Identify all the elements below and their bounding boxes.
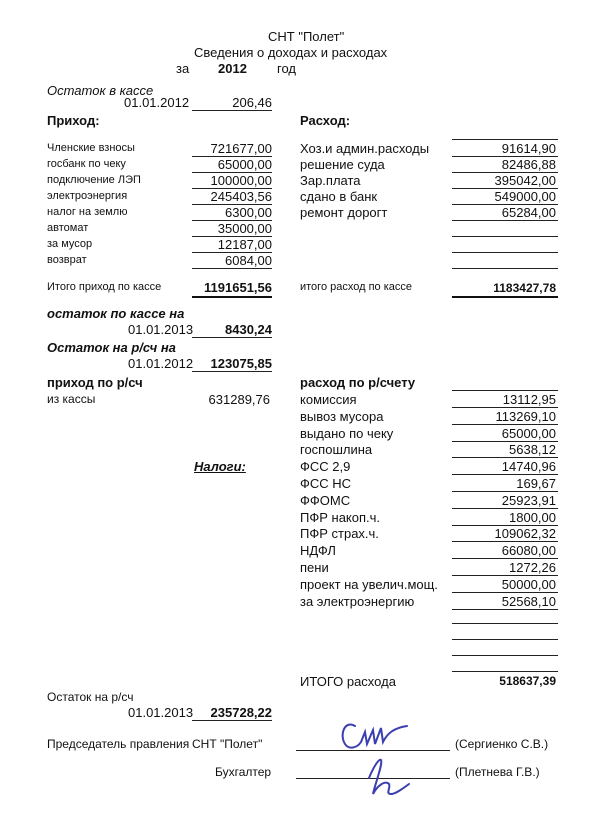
opening-balance-label: Остаток в кассе (47, 83, 154, 98)
account-expense-item-underline (452, 592, 558, 593)
expense-item-value: 395042,00 (494, 173, 556, 188)
account-balance-value: 123075,85 (210, 356, 272, 371)
account-expense-item-underline (452, 491, 558, 492)
expense-item-value: 65284,00 (501, 205, 556, 220)
closing-balance-value: 235728,22 (210, 705, 272, 720)
account-balance-underline (192, 371, 272, 372)
income-item-label: автомат (47, 222, 89, 234)
org-title: СНТ "Полет" (268, 29, 345, 44)
report-year: 2012 (218, 61, 247, 76)
expense-total-underline (452, 296, 558, 298)
expense-item-label: сдано в банк (300, 189, 378, 204)
cash-balance-date: 01.01.2013 (128, 322, 194, 337)
income-total-label: Итого приход по кассе (47, 281, 162, 293)
account-expense-empty-line-2 (452, 639, 558, 640)
income-item-label: госбанк по чеку (47, 158, 126, 170)
account-expense-empty-line-4 (452, 671, 558, 672)
report-subtitle: Сведения о доходах и расходах (194, 45, 388, 60)
account-expense-item-label: НДФЛ (300, 543, 336, 559)
account-expense-item-underline (452, 508, 558, 509)
expense-top-line (452, 139, 558, 140)
expense-empty-line-2 (452, 252, 558, 253)
period-prefix: за (176, 61, 190, 76)
income-item-value: 65000,00 (217, 157, 272, 172)
closing-balance-label: Остаток на р/сч (47, 690, 134, 704)
account-income-label: из кассы (47, 392, 96, 406)
expense-item-label: Зар.плата (300, 173, 361, 188)
account-expense-item-value: 52568,10 (501, 593, 556, 609)
account-expense-item-label: пени (300, 560, 329, 575)
chairman-label: Председатель правления (47, 737, 190, 751)
income-item-value: 245403,56 (210, 189, 272, 204)
expense-item-value: 91614,90 (501, 141, 556, 156)
income-item-label: возврат (47, 254, 87, 266)
income-item-label: за мусор (47, 238, 93, 250)
account-expense-item-underline (452, 609, 558, 610)
accountant-signature-icon (355, 750, 415, 805)
income-item-value: 35000,00 (217, 221, 272, 236)
account-expense-item-label: ПФР страх.ч. (300, 526, 379, 542)
account-expense-item-value: 14740,96 (501, 459, 556, 475)
account-expense-item-value: 113269,10 (495, 408, 556, 424)
account-expense-empty-line-1 (452, 623, 558, 624)
account-expense-item-label: проект на увелич.мощ. (300, 576, 438, 592)
account-expense-item-label: комиссия (300, 392, 357, 407)
expense-item-value: 82486,88 (501, 157, 556, 172)
account-expense-item-value: 109062,32 (494, 526, 556, 542)
account-expense-item-label: ФСС 2,9 (300, 459, 351, 475)
cash-balance-underline (192, 337, 272, 338)
opening-balance-date: 01.01.2012 (124, 95, 190, 110)
account-expense-item-value: 50000,00 (501, 576, 556, 592)
account-expense-item-label: выдано по чеку (300, 425, 394, 441)
period-suffix: год (277, 61, 296, 76)
expense-item-label: ремонт дорогт (300, 205, 388, 220)
account-expense-item-label: ПФР накоп.ч. (300, 509, 381, 525)
account-expense-total-value: 518637,39 (499, 674, 556, 688)
income-total-value: 1191651,56 (204, 280, 272, 295)
account-expense-top-line (452, 390, 558, 391)
account-expense-item-label: вывоз мусора (300, 408, 384, 424)
expense-empty-line-1 (452, 236, 558, 237)
expense-item-underline (452, 220, 558, 221)
account-expense-item-value: 13112,95 (502, 392, 556, 407)
account-expense-item-label: госпошлина (300, 442, 373, 458)
income-item-value: 6084,00 (225, 253, 272, 268)
account-expense-item-value: 66080,00 (501, 543, 556, 559)
account-expense-title: расход по р/счету (300, 375, 416, 390)
expense-total-label: итого расход по кассе (300, 281, 413, 293)
account-expense-item-value: 1272,26 (509, 560, 556, 575)
expense-total-value: 1183427,78 (493, 281, 556, 295)
expense-item-value: 549000,00 (494, 189, 556, 204)
account-expense-item-underline (452, 575, 558, 576)
income-item-label: налог на землю (47, 206, 128, 218)
account-expense-item-underline (452, 407, 558, 408)
account-expense-item-value: 1800,00 (509, 509, 556, 525)
accountant-name: (Плетнева Г.В.) (455, 765, 540, 779)
income-item-label: подключение ЛЭП (47, 174, 141, 186)
account-expense-item-label: ФФОМС (300, 492, 351, 508)
chairman-name: (Сергиенко С.В.) (455, 737, 549, 751)
income-title: Приход: (47, 113, 100, 128)
income-item-value: 721677,00 (210, 141, 272, 156)
income-total-underline (192, 296, 272, 298)
income-item-label: электроэнергия (47, 190, 128, 202)
cash-balance-value: 8430,24 (225, 322, 272, 337)
accountant-label: Бухгалтер (215, 765, 272, 779)
closing-balance-date: 01.01.2013 (128, 705, 194, 720)
income-item-value: 100000,00 (210, 173, 272, 188)
account-expense-item-value: 25923,91 (501, 492, 556, 508)
account-expense-item-label: за электроэнергию (300, 593, 415, 609)
income-item-value: 6300,00 (225, 205, 272, 220)
account-expense-item-underline (452, 424, 558, 425)
expense-item-label: Хоз.и админ.расходы (300, 141, 430, 156)
closing-balance-underline (192, 720, 272, 721)
expense-item-label: решение суда (300, 157, 385, 172)
taxes-label: Налоги: (194, 459, 246, 474)
account-expense-total-label: ИТОГО расхода (300, 674, 396, 689)
account-expense-item-value: 169,67 (516, 476, 556, 491)
opening-balance-underline (192, 110, 272, 111)
account-income-title: приход по р/сч (47, 375, 143, 390)
account-expense-empty-line-3 (452, 655, 558, 656)
account-expense-item-value: 65000,00 (501, 425, 556, 441)
account-income-value: 631289,76 (208, 392, 270, 407)
account-expense-item-value: 5638,12 (509, 442, 556, 458)
income-item-label: Членские взносы (47, 142, 135, 154)
income-item-value: 12187,00 (217, 237, 272, 252)
expense-empty-line-3 (452, 268, 558, 269)
cash-balance-label: остаток по кассе на (47, 306, 185, 321)
account-balance-label: Остаток на р/сч на (47, 340, 176, 355)
opening-balance-value: 206,46 (232, 95, 272, 110)
income-item-underline (192, 268, 272, 269)
chairman-org: СНТ "Полет" (192, 737, 263, 751)
account-balance-date: 01.01.2012 (128, 356, 194, 371)
account-expense-item-label: ФСС НС (300, 476, 352, 491)
expense-title: Расход: (300, 113, 351, 128)
